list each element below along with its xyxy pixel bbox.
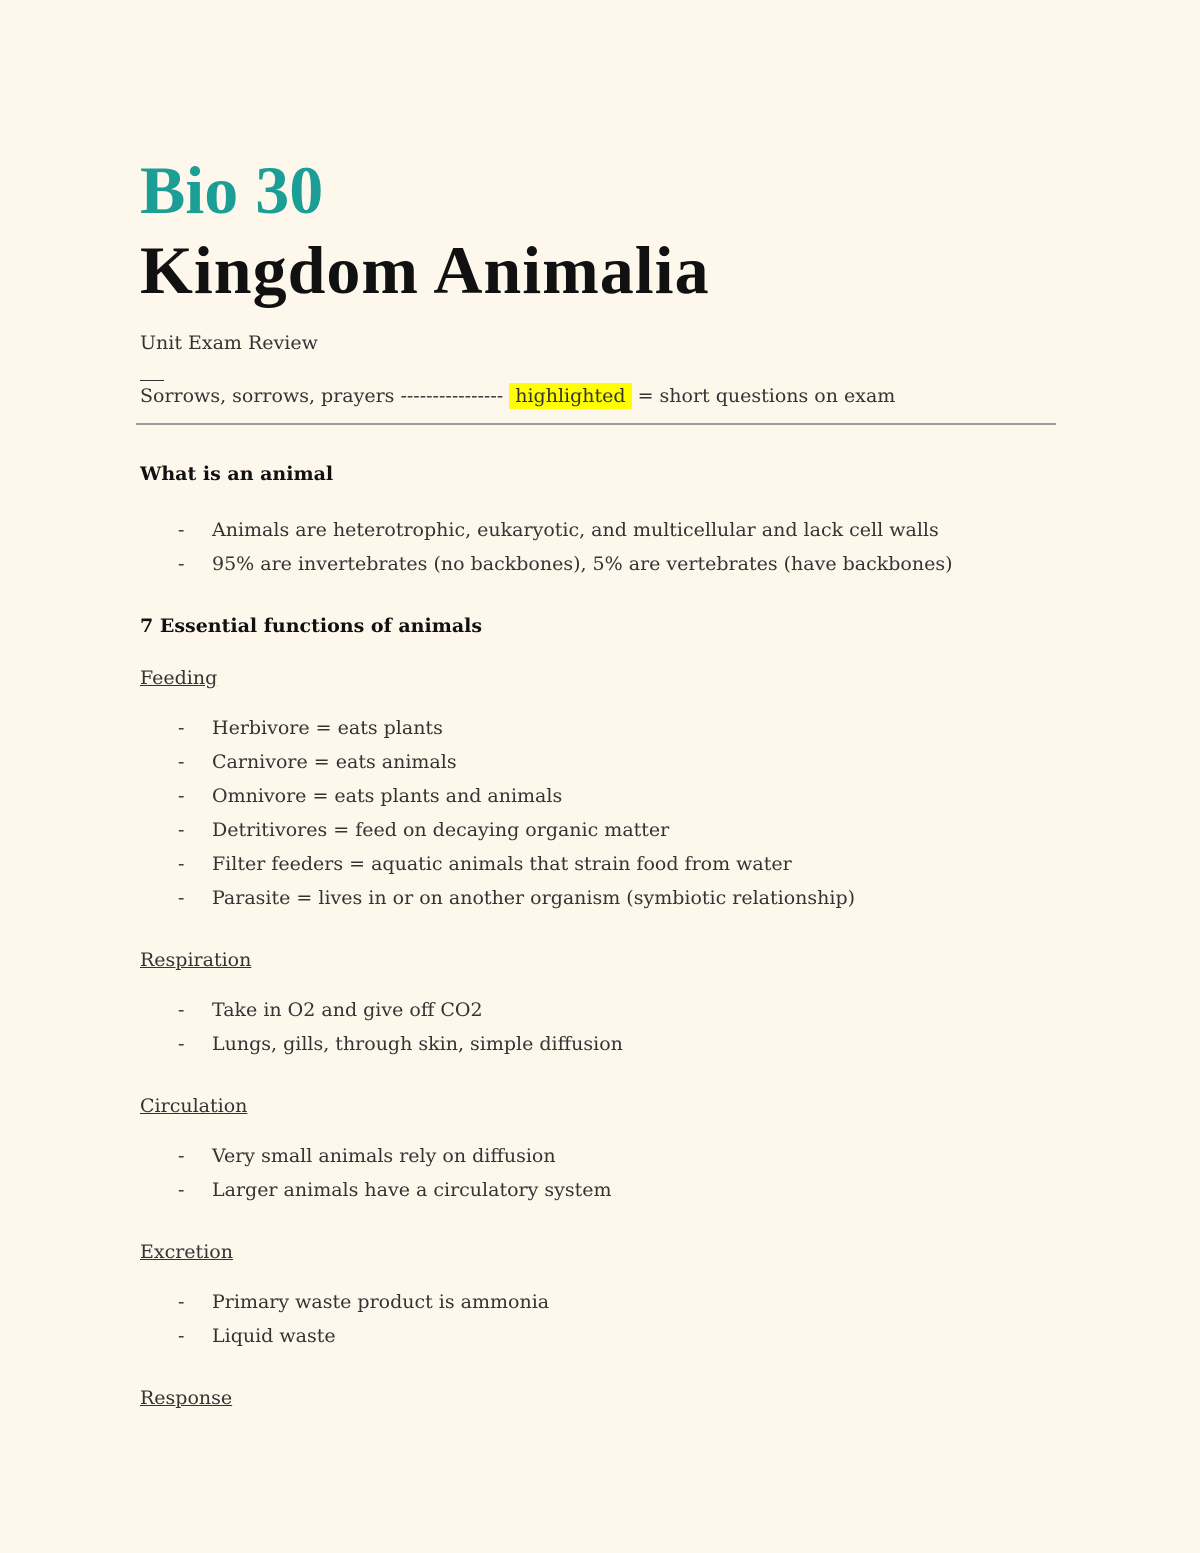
list-item: - Liquid waste: [140, 1319, 1060, 1353]
list-item: - Omnivore = eats plants and animals: [140, 779, 1060, 813]
page-title: Kingdom Animalia: [140, 232, 710, 308]
section-heading-what: What is an animal: [140, 463, 334, 485]
legend-line: [140, 385, 1060, 407]
short-divider: [140, 380, 164, 381]
subheading-feeding: Feeding: [140, 667, 218, 689]
legend-highlight: highlighted: [509, 383, 631, 409]
section-heading-essential: 7 Essential functions of animals: [140, 615, 483, 637]
legend-suffix: = short questions on exam: [637, 385, 896, 407]
list-item: - Detritivores = feed on decaying organic matter: [140, 813, 1060, 847]
list-item: - Primary waste product is ammonia: [140, 1285, 1060, 1319]
course-title: Bio 30: [140, 152, 324, 228]
subheading-circulation: Circulation: [140, 1095, 248, 1117]
excretion-list: [140, 1285, 1060, 1353]
subheading-excretion: Excretion: [140, 1241, 233, 1263]
document-page: [140, 150, 1060, 1409]
circulation-list: [140, 1139, 1060, 1207]
feeding-list: [140, 711, 1060, 915]
list-item: - Lungs, gills, through skin, simple diffusion: [140, 1027, 1060, 1061]
subheading-response: Response: [140, 1387, 233, 1409]
list-item: - Take in O2 and give off CO2: [140, 993, 1060, 1027]
list-item: - Parasite = lives in or on another organism (symbiotic relationship): [140, 881, 1060, 915]
respiration-list: [140, 993, 1060, 1061]
legend-prefix: Sorrows, sorrows, prayers ----------------: [140, 385, 504, 407]
list-item: - Larger animals have a circulatory system: [140, 1173, 1060, 1207]
horizontal-divider: [136, 423, 1056, 425]
list-item: - Animals are heterotrophic, eukaryotic, and multicellular and lack cell walls: [140, 513, 1060, 547]
subheading-respiration: Respiration: [140, 949, 252, 971]
what-list: [140, 513, 1060, 581]
subtitle: Unit Exam Review: [140, 332, 318, 354]
list-item: - Carnivore = eats animals: [140, 745, 1060, 779]
list-item: - Herbivore = eats plants: [140, 711, 1060, 745]
list-item: - Filter feeders = aquatic animals that strain food from water: [140, 847, 1060, 881]
list-item: - 95% are invertebrates (no backbones), 5% are vertebrates (have backbones): [140, 547, 1060, 581]
list-item: - Very small animals rely on diffusion: [140, 1139, 1060, 1173]
